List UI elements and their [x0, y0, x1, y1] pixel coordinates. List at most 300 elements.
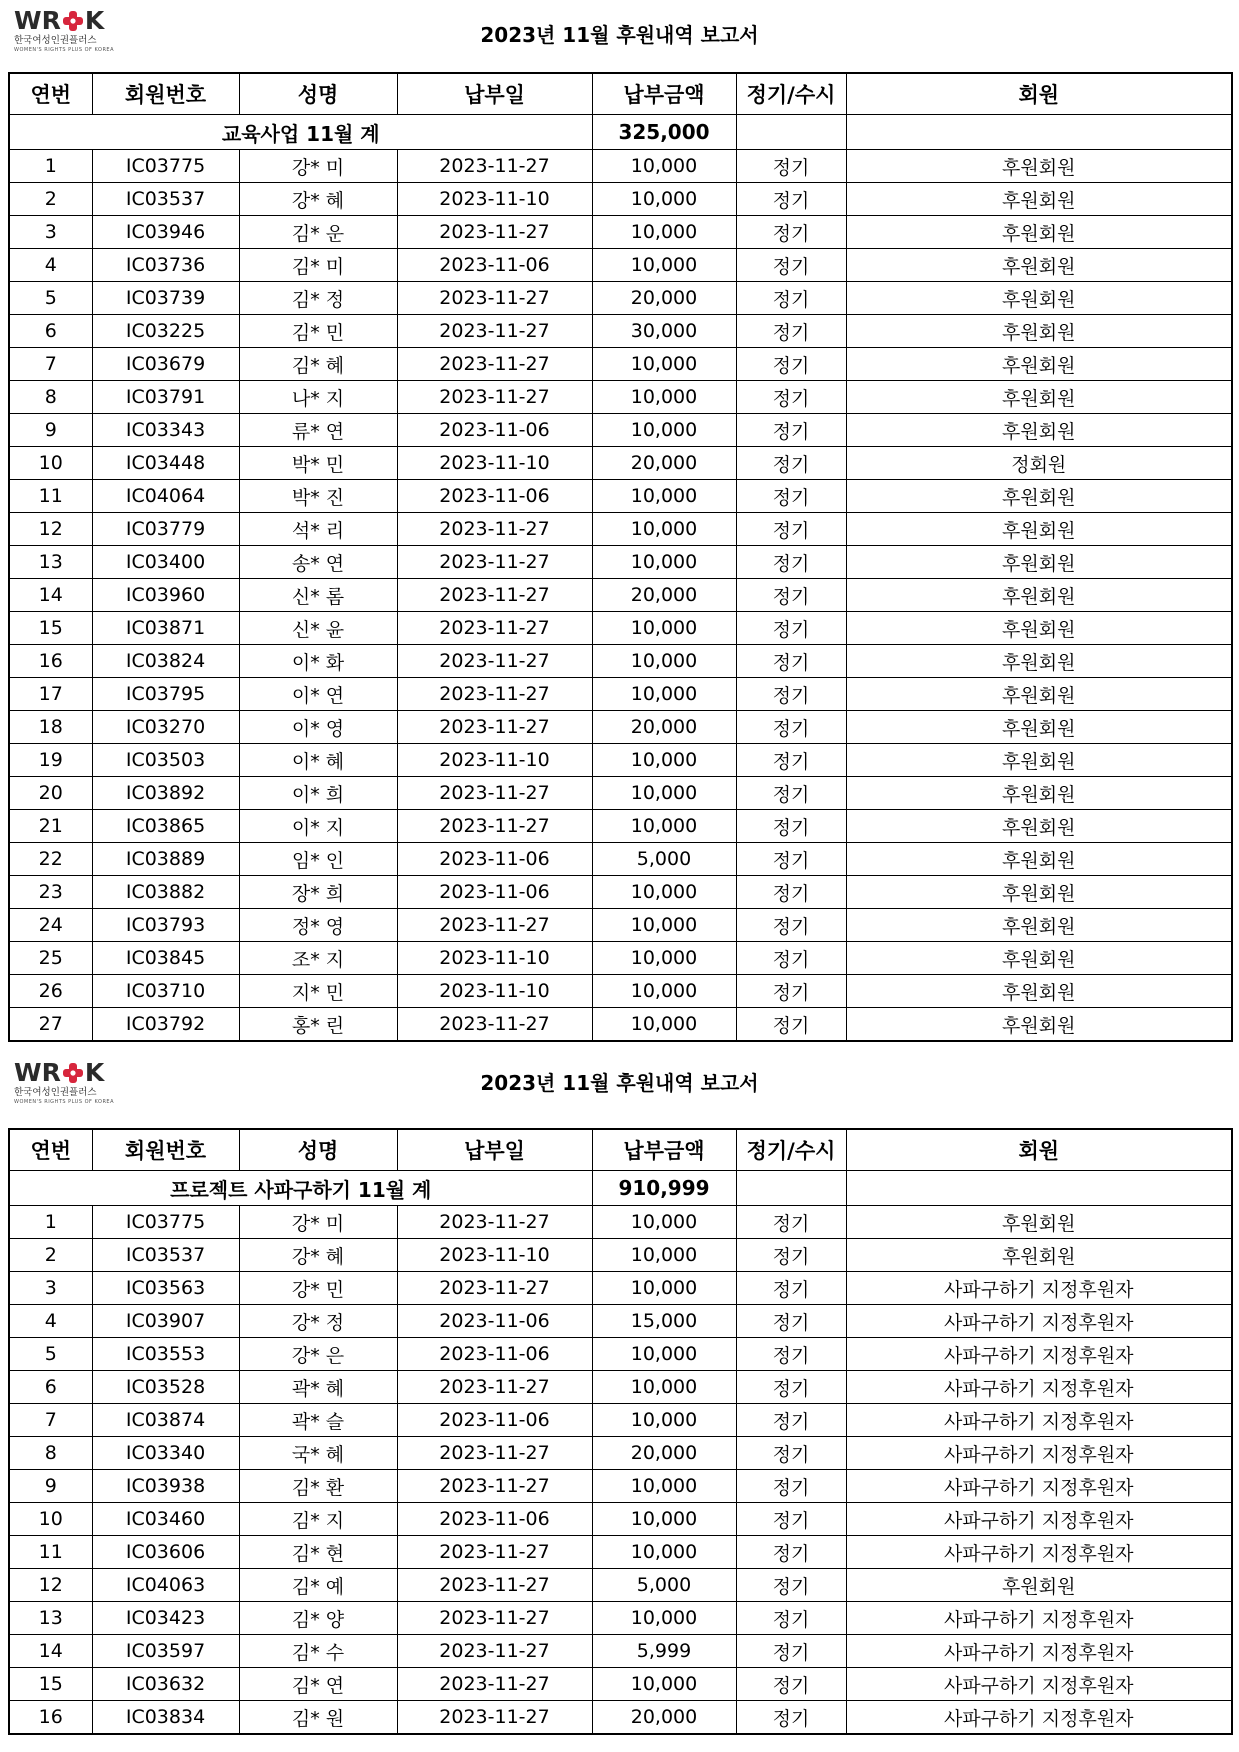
cell-amount: 10,000	[592, 480, 736, 513]
cell-member: 후원회원	[846, 348, 1232, 381]
header-member: 회원	[846, 73, 1232, 115]
cell-no: 9	[9, 1470, 92, 1503]
cell-no: 2	[9, 1239, 92, 1272]
table-row	[9, 1371, 1232, 1404]
table-row	[9, 1008, 1232, 1042]
table-row	[9, 744, 1232, 777]
cell-name: 김* 양	[239, 1602, 397, 1635]
cell-member: 후원회원	[846, 909, 1232, 942]
cell-no: 3	[9, 1272, 92, 1305]
summary-amount: 910,999	[592, 1171, 736, 1206]
cell-pay-date: 2023-11-06	[397, 1404, 592, 1437]
cell-member: 후원회원	[846, 975, 1232, 1008]
cell-pay-date: 2023-11-27	[397, 1602, 592, 1635]
cell-no: 6	[9, 315, 92, 348]
cell-amount: 10,000	[592, 1206, 736, 1239]
cell-member-id: IC03739	[92, 282, 239, 315]
table-row	[9, 315, 1232, 348]
cell-no: 7	[9, 1404, 92, 1437]
table-row	[9, 1536, 1232, 1569]
cell-amount: 20,000	[592, 282, 736, 315]
cell-no: 13	[9, 1602, 92, 1635]
cell-member: 사파구하기 지정후원자	[846, 1371, 1232, 1404]
cell-member: 후원회원	[846, 843, 1232, 876]
cell-amount: 10,000	[592, 546, 736, 579]
table-row	[9, 777, 1232, 810]
cell-amount: 5,999	[592, 1635, 736, 1668]
cell-type: 정기	[736, 1272, 846, 1305]
cell-pay-date: 2023-11-06	[397, 843, 592, 876]
report-section-2	[8, 1058, 1231, 1748]
cell-no: 20	[9, 777, 92, 810]
cell-amount: 10,000	[592, 645, 736, 678]
cell-amount: 10,000	[592, 678, 736, 711]
table-row	[9, 513, 1232, 546]
cell-name: 김* 혜	[239, 348, 397, 381]
cell-member-id: IC03845	[92, 942, 239, 975]
cell-amount: 20,000	[592, 447, 736, 480]
logo-wordmark: WR K	[14, 1058, 105, 1087]
cell-no: 4	[9, 249, 92, 282]
cell-name: 김* 현	[239, 1536, 397, 1569]
cell-member-id: IC03537	[92, 183, 239, 216]
cell-name: 강* 민	[239, 1272, 397, 1305]
cell-amount: 10,000	[592, 1272, 736, 1305]
cell-type: 정기	[736, 513, 846, 546]
cell-no: 13	[9, 546, 92, 579]
cell-type: 정기	[736, 348, 846, 381]
cell-no: 5	[9, 282, 92, 315]
table-row	[9, 579, 1232, 612]
cell-member: 사파구하기 지정후원자	[846, 1536, 1232, 1569]
report-section-1	[8, 0, 1231, 1046]
cell-member-id: IC03775	[92, 150, 239, 183]
cell-no: 3	[9, 216, 92, 249]
cell-pay-date: 2023-11-27	[397, 645, 592, 678]
summary-amount: 325,000	[592, 115, 736, 150]
cell-member: 후원회원	[846, 711, 1232, 744]
cell-type: 정기	[736, 1338, 846, 1371]
logo-wordmark: WR K	[14, 6, 105, 35]
header-no: 연번	[9, 73, 92, 115]
cell-member: 후원회원	[846, 942, 1232, 975]
cell-name: 홍* 린	[239, 1008, 397, 1042]
cell-pay-date: 2023-11-27	[397, 1701, 592, 1735]
cell-amount: 5,000	[592, 1569, 736, 1602]
cell-amount: 10,000	[592, 381, 736, 414]
table-row	[9, 1602, 1232, 1635]
cell-type: 정기	[736, 249, 846, 282]
cell-no: 15	[9, 1668, 92, 1701]
cell-member-id: IC03960	[92, 579, 239, 612]
cell-type: 정기	[736, 183, 846, 216]
cell-no: 22	[9, 843, 92, 876]
cell-pay-date: 2023-11-27	[397, 711, 592, 744]
cell-member: 사파구하기 지정후원자	[846, 1668, 1232, 1701]
cell-pay-date: 2023-11-27	[397, 810, 592, 843]
logo-english-name: WOMEN'S RIGHTS PLUS OF KOREA	[14, 47, 115, 53]
cell-member-id: IC03792	[92, 1008, 239, 1042]
table-header-row	[9, 73, 1232, 115]
cell-member: 후원회원	[846, 1239, 1232, 1272]
summary-label: 프로젝트 사파구하기 11월 계	[9, 1171, 592, 1206]
cell-member: 후원회원	[846, 1569, 1232, 1602]
cell-no: 8	[9, 1437, 92, 1470]
cell-no: 21	[9, 810, 92, 843]
cell-member: 후원회원	[846, 810, 1232, 843]
cell-pay-date: 2023-11-10	[397, 744, 592, 777]
table-row	[9, 480, 1232, 513]
cell-member-id: IC04064	[92, 480, 239, 513]
cell-amount: 10,000	[592, 1470, 736, 1503]
cell-name: 임* 인	[239, 843, 397, 876]
cell-name: 김* 연	[239, 1668, 397, 1701]
table-row	[9, 1305, 1232, 1338]
cell-member: 사파구하기 지정후원자	[846, 1437, 1232, 1470]
cell-name: 곽* 혜	[239, 1371, 397, 1404]
cell-no: 26	[9, 975, 92, 1008]
cell-amount: 10,000	[592, 876, 736, 909]
cell-type: 정기	[736, 1701, 846, 1735]
table-row	[9, 1338, 1232, 1371]
cell-type: 정기	[736, 645, 846, 678]
logo-korean-name: 한국여성인권플러스	[14, 35, 97, 46]
cell-name: 김* 지	[239, 1503, 397, 1536]
cell-member-id: IC03824	[92, 645, 239, 678]
cell-pay-date: 2023-11-06	[397, 1338, 592, 1371]
table-row	[9, 282, 1232, 315]
cell-type: 정기	[736, 810, 846, 843]
cell-no: 6	[9, 1371, 92, 1404]
table-row	[9, 1437, 1232, 1470]
cell-pay-date: 2023-11-06	[397, 1305, 592, 1338]
cell-pay-date: 2023-11-10	[397, 942, 592, 975]
table-row	[9, 249, 1232, 282]
cell-type: 정기	[736, 480, 846, 513]
cell-member-id: IC03597	[92, 1635, 239, 1668]
cell-name: 김* 운	[239, 216, 397, 249]
cell-type: 정기	[736, 447, 846, 480]
cell-pay-date: 2023-11-27	[397, 1437, 592, 1470]
cell-amount: 20,000	[592, 711, 736, 744]
cell-no: 9	[9, 414, 92, 447]
cell-pay-date: 2023-11-10	[397, 975, 592, 1008]
cell-member-id: IC03632	[92, 1668, 239, 1701]
cell-member-id: IC04063	[92, 1569, 239, 1602]
cell-member: 후원회원	[846, 513, 1232, 546]
cell-name: 류* 연	[239, 414, 397, 447]
cell-member: 후원회원	[846, 249, 1232, 282]
cell-name: 박* 민	[239, 447, 397, 480]
cell-member-id: IC03503	[92, 744, 239, 777]
cell-pay-date: 2023-11-27	[397, 777, 592, 810]
cell-name: 강* 은	[239, 1338, 397, 1371]
cell-member: 후원회원	[846, 645, 1232, 678]
cell-member: 후원회원	[846, 183, 1232, 216]
cell-type: 정기	[736, 1008, 846, 1042]
cell-amount: 10,000	[592, 1668, 736, 1701]
cell-type: 정기	[736, 744, 846, 777]
cell-pay-date: 2023-11-27	[397, 612, 592, 645]
cell-amount: 10,000	[592, 810, 736, 843]
cell-member: 후원회원	[846, 876, 1232, 909]
cell-member-id: IC03225	[92, 315, 239, 348]
cell-type: 정기	[736, 1305, 846, 1338]
cell-member-id: IC03834	[92, 1701, 239, 1735]
table-row	[9, 612, 1232, 645]
cell-amount: 10,000	[592, 513, 736, 546]
header-amount: 납부금액	[592, 1129, 736, 1171]
cell-pay-date: 2023-11-27	[397, 315, 592, 348]
cell-pay-date: 2023-11-27	[397, 678, 592, 711]
header-type: 정기/수시	[736, 1129, 846, 1171]
cell-member: 사파구하기 지정후원자	[846, 1701, 1232, 1735]
cell-member-id: IC03907	[92, 1305, 239, 1338]
table-row	[9, 183, 1232, 216]
cell-member-id: IC03779	[92, 513, 239, 546]
table-row	[9, 876, 1232, 909]
cell-member-id: IC03679	[92, 348, 239, 381]
cell-pay-date: 2023-11-27	[397, 1635, 592, 1668]
cell-pay-date: 2023-11-06	[397, 249, 592, 282]
cell-amount: 10,000	[592, 1008, 736, 1042]
cell-name: 김* 수	[239, 1635, 397, 1668]
cell-amount: 10,000	[592, 150, 736, 183]
cell-no: 1	[9, 150, 92, 183]
cell-member-id: IC03448	[92, 447, 239, 480]
cell-name: 이* 영	[239, 711, 397, 744]
cell-amount: 10,000	[592, 249, 736, 282]
cell-member: 사파구하기 지정후원자	[846, 1272, 1232, 1305]
cell-name: 장* 희	[239, 876, 397, 909]
table-row	[9, 546, 1232, 579]
cell-type: 정기	[736, 843, 846, 876]
cell-type: 정기	[736, 546, 846, 579]
cell-type: 정기	[736, 381, 846, 414]
cell-name: 박* 진	[239, 480, 397, 513]
cell-amount: 10,000	[592, 216, 736, 249]
cell-member: 사파구하기 지정후원자	[846, 1635, 1232, 1668]
header-no: 연번	[9, 1129, 92, 1171]
cell-name: 정* 영	[239, 909, 397, 942]
donation-table	[8, 1128, 1233, 1735]
cell-no: 12	[9, 513, 92, 546]
cell-no: 27	[9, 1008, 92, 1042]
cell-pay-date: 2023-11-27	[397, 579, 592, 612]
cell-no: 14	[9, 1635, 92, 1668]
table-row	[9, 414, 1232, 447]
cell-member: 사파구하기 지정후원자	[846, 1305, 1232, 1338]
cell-name: 이* 화	[239, 645, 397, 678]
cell-member: 후원회원	[846, 150, 1232, 183]
cell-amount: 10,000	[592, 348, 736, 381]
cell-name: 조* 지	[239, 942, 397, 975]
summary-row	[9, 115, 1232, 150]
cell-name: 신* 윤	[239, 612, 397, 645]
table-row	[9, 942, 1232, 975]
cell-pay-date: 2023-11-27	[397, 1569, 592, 1602]
cell-type: 정기	[736, 1404, 846, 1437]
cell-amount: 10,000	[592, 975, 736, 1008]
summary-label: 교육사업 11월 계	[9, 115, 592, 150]
cell-member-id: IC03553	[92, 1338, 239, 1371]
cell-amount: 10,000	[592, 1239, 736, 1272]
cell-no: 11	[9, 480, 92, 513]
cell-member: 후원회원	[846, 744, 1232, 777]
table-row	[9, 1701, 1232, 1735]
cell-amount: 20,000	[592, 579, 736, 612]
cell-amount: 10,000	[592, 183, 736, 216]
cell-type: 정기	[736, 1503, 846, 1536]
cell-no: 2	[9, 183, 92, 216]
cell-member-id: IC03606	[92, 1536, 239, 1569]
cell-pay-date: 2023-11-27	[397, 909, 592, 942]
cell-pay-date: 2023-11-27	[397, 1536, 592, 1569]
cell-name: 강* 혜	[239, 1239, 397, 1272]
cell-no: 16	[9, 645, 92, 678]
cell-type: 정기	[736, 1668, 846, 1701]
table-row	[9, 1635, 1232, 1668]
cell-amount: 10,000	[592, 1602, 736, 1635]
cell-no: 15	[9, 612, 92, 645]
table-row	[9, 381, 1232, 414]
cell-amount: 5,000	[592, 843, 736, 876]
header-amount: 납부금액	[592, 73, 736, 115]
cell-member-id: IC03340	[92, 1437, 239, 1470]
cell-type: 정기	[736, 942, 846, 975]
cell-member: 후원회원	[846, 612, 1232, 645]
header-pay-date: 납부일	[397, 1129, 592, 1171]
cell-name: 김* 정	[239, 282, 397, 315]
cell-member-id: IC03537	[92, 1239, 239, 1272]
cell-pay-date: 2023-11-27	[397, 546, 592, 579]
cell-no: 23	[9, 876, 92, 909]
header-member-id: 회원번호	[92, 1129, 239, 1171]
cell-no: 11	[9, 1536, 92, 1569]
table-row	[9, 150, 1232, 183]
cell-no: 16	[9, 1701, 92, 1735]
table-row	[9, 1206, 1232, 1239]
cell-amount: 20,000	[592, 1701, 736, 1735]
cell-pay-date: 2023-11-27	[397, 1272, 592, 1305]
table-row	[9, 216, 1232, 249]
cell-type: 정기	[736, 1371, 846, 1404]
cell-name: 김* 미	[239, 249, 397, 282]
cell-amount: 10,000	[592, 1371, 736, 1404]
cell-name: 신* 롬	[239, 579, 397, 612]
cell-amount: 15,000	[592, 1305, 736, 1338]
table-row	[9, 810, 1232, 843]
cell-member: 사파구하기 지정후원자	[846, 1503, 1232, 1536]
cell-name: 곽* 슬	[239, 1404, 397, 1437]
cell-member-id: IC03736	[92, 249, 239, 282]
summary-empty-cell	[736, 1171, 846, 1206]
header-name: 성명	[239, 73, 397, 115]
cell-member: 후원회원	[846, 579, 1232, 612]
cell-pay-date: 2023-11-10	[397, 447, 592, 480]
cell-member: 정회원	[846, 447, 1232, 480]
summary-row	[9, 1171, 1232, 1206]
cell-name: 김* 원	[239, 1701, 397, 1735]
report-title: 2023년 11월 후원내역 보고서	[480, 23, 759, 47]
cell-type: 정기	[736, 1536, 846, 1569]
cell-amount: 20,000	[592, 1437, 736, 1470]
table-row	[9, 348, 1232, 381]
cell-member-id: IC03882	[92, 876, 239, 909]
cell-no: 17	[9, 678, 92, 711]
cell-type: 정기	[736, 579, 846, 612]
table-row	[9, 909, 1232, 942]
cell-type: 정기	[736, 1602, 846, 1635]
cell-no: 12	[9, 1569, 92, 1602]
cell-pay-date: 2023-11-06	[397, 876, 592, 909]
cell-pay-date: 2023-11-06	[397, 414, 592, 447]
cell-amount: 10,000	[592, 414, 736, 447]
cell-name: 강* 정	[239, 1305, 397, 1338]
header-type: 정기/수시	[736, 73, 846, 115]
table-row	[9, 1569, 1232, 1602]
cell-pay-date: 2023-11-27	[397, 1470, 592, 1503]
cell-pay-date: 2023-11-27	[397, 513, 592, 546]
cell-pay-date: 2023-11-27	[397, 1008, 592, 1042]
cell-no: 4	[9, 1305, 92, 1338]
header-member: 회원	[846, 1129, 1232, 1171]
logo-english-name: WOMEN'S RIGHTS PLUS OF KOREA	[14, 1099, 115, 1105]
summary-empty-cell	[736, 115, 846, 150]
cell-member-id: IC03889	[92, 843, 239, 876]
cell-no: 10	[9, 1503, 92, 1536]
cell-name: 김* 예	[239, 1569, 397, 1602]
cell-pay-date: 2023-11-10	[397, 183, 592, 216]
cell-pay-date: 2023-11-27	[397, 282, 592, 315]
cell-member-id: IC03791	[92, 381, 239, 414]
cell-member-id: IC03795	[92, 678, 239, 711]
cell-pay-date: 2023-11-27	[397, 348, 592, 381]
table-row	[9, 843, 1232, 876]
cell-no: 19	[9, 744, 92, 777]
logo-korean-name: 한국여성인권플러스	[14, 1087, 97, 1098]
cell-member-id: IC03270	[92, 711, 239, 744]
cell-pay-date: 2023-11-06	[397, 480, 592, 513]
cell-amount: 10,000	[592, 909, 736, 942]
cell-member-id: IC03871	[92, 612, 239, 645]
cell-member: 후원회원	[846, 1008, 1232, 1042]
cell-name: 국* 혜	[239, 1437, 397, 1470]
cell-name: 이* 희	[239, 777, 397, 810]
cell-no: 25	[9, 942, 92, 975]
header-name: 성명	[239, 1129, 397, 1171]
cell-pay-date: 2023-11-27	[397, 1206, 592, 1239]
table-row	[9, 678, 1232, 711]
header-pay-date: 납부일	[397, 73, 592, 115]
cell-member: 후원회원	[846, 381, 1232, 414]
cell-no: 24	[9, 909, 92, 942]
cell-member: 후원회원	[846, 1206, 1232, 1239]
cell-member: 사파구하기 지정후원자	[846, 1470, 1232, 1503]
cell-amount: 10,000	[592, 744, 736, 777]
cell-member: 후원회원	[846, 546, 1232, 579]
cell-name: 강* 미	[239, 150, 397, 183]
cell-amount: 10,000	[592, 612, 736, 645]
table-row	[9, 1239, 1232, 1272]
cell-amount: 10,000	[592, 1338, 736, 1371]
cell-member: 사파구하기 지정후원자	[846, 1602, 1232, 1635]
table-header-row	[9, 1129, 1232, 1171]
cell-amount: 10,000	[592, 1404, 736, 1437]
cell-amount: 10,000	[592, 942, 736, 975]
cell-no: 14	[9, 579, 92, 612]
cell-type: 정기	[736, 150, 846, 183]
